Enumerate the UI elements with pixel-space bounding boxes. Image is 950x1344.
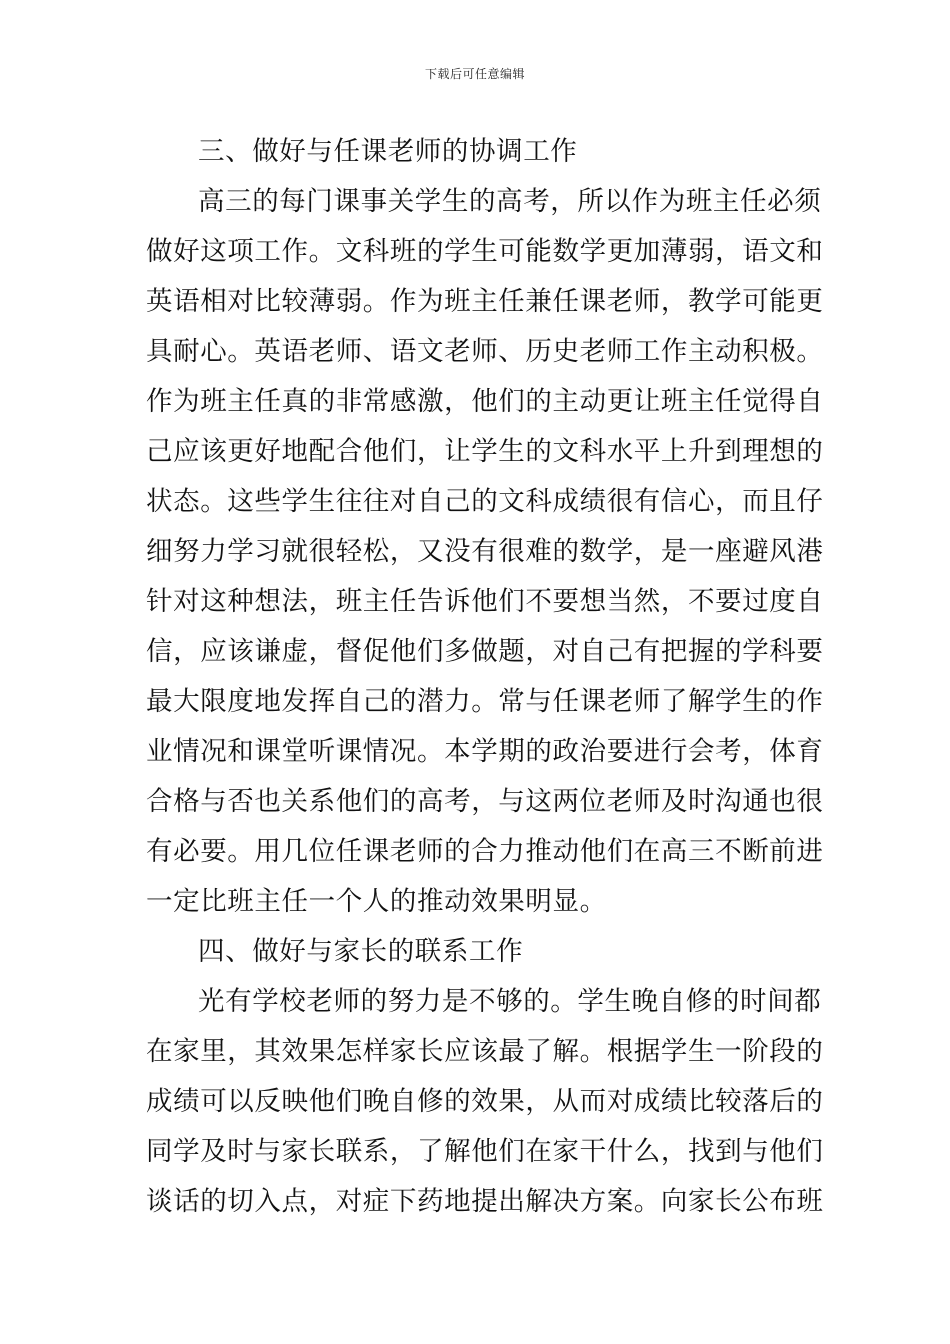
text-line: 一定比班主任一个人的推动效果明显。 <box>146 886 607 917</box>
text-line: 作为班主任真的非常感激，他们的主动更让班主任觉得自 <box>146 386 824 417</box>
paragraph-first-line: 光有学校老师的努力是不够的。学生晚自修的时间都 <box>198 986 822 1017</box>
text-line: 信，应该谦虚，督促他们多做题，对自己有把握的学科要 <box>146 636 824 667</box>
text-line: 合格与否也关系他们的高考，与这两位老师及时沟通也很 <box>146 786 824 817</box>
document-body <box>146 127 824 1227</box>
text-line: 最大限度地发挥自己的潜力。常与任课老师了解学生的作 <box>146 686 824 717</box>
text-line: 己应该更好地配合他们，让学生的文科水平上升到理想的 <box>146 436 824 467</box>
text-line: 同学及时与家长联系，了解他们在家干什么，找到与他们 <box>146 1136 824 1167</box>
text-line: 针对这种想法，班主任告诉他们不要想当然，不要过度自 <box>146 586 824 617</box>
text-line: 业情况和课堂听课情况。本学期的政治要进行会考，体育 <box>146 736 824 767</box>
header-note: 下载后可任意编辑 <box>424 67 525 81</box>
text-line: 英语相对比较薄弱。作为班主任兼任课老师，教学可能更 <box>146 286 824 317</box>
text-line: 在家里，其效果怎样家长应该最了解。根据学生一阶段的 <box>146 1036 824 1067</box>
text-line: 有必要。用几位任课老师的合力推动他们在高三不断前进 <box>146 836 824 867</box>
text-line: 细努力学习就很轻松，又没有很难的数学，是一座避风港 <box>146 536 824 567</box>
text-line: 具耐心。英语老师、语文老师、历史老师工作主动积极。 <box>146 336 824 367</box>
text-line: 谈话的切入点，对症下药地提出解决方案。向家长公布班 <box>146 1186 824 1217</box>
text-line: 状态。这些学生往往对自己的文科成绩很有信心，而且仔 <box>146 486 824 517</box>
text-line: 做好这项工作。文科班的学生可能数学更加薄弱，语文和 <box>146 236 824 267</box>
text-line: 成绩可以反映他们晚自修的效果，从而对成绩比较落后的 <box>146 1086 824 1117</box>
paragraph-first-line: 四、做好与家长的联系工作 <box>198 936 524 967</box>
paragraph-first-line: 三、做好与任课老师的协调工作 <box>198 136 578 167</box>
paragraph-first-line: 高三的每门课事关学生的高考，所以作为班主任必须 <box>198 186 822 217</box>
